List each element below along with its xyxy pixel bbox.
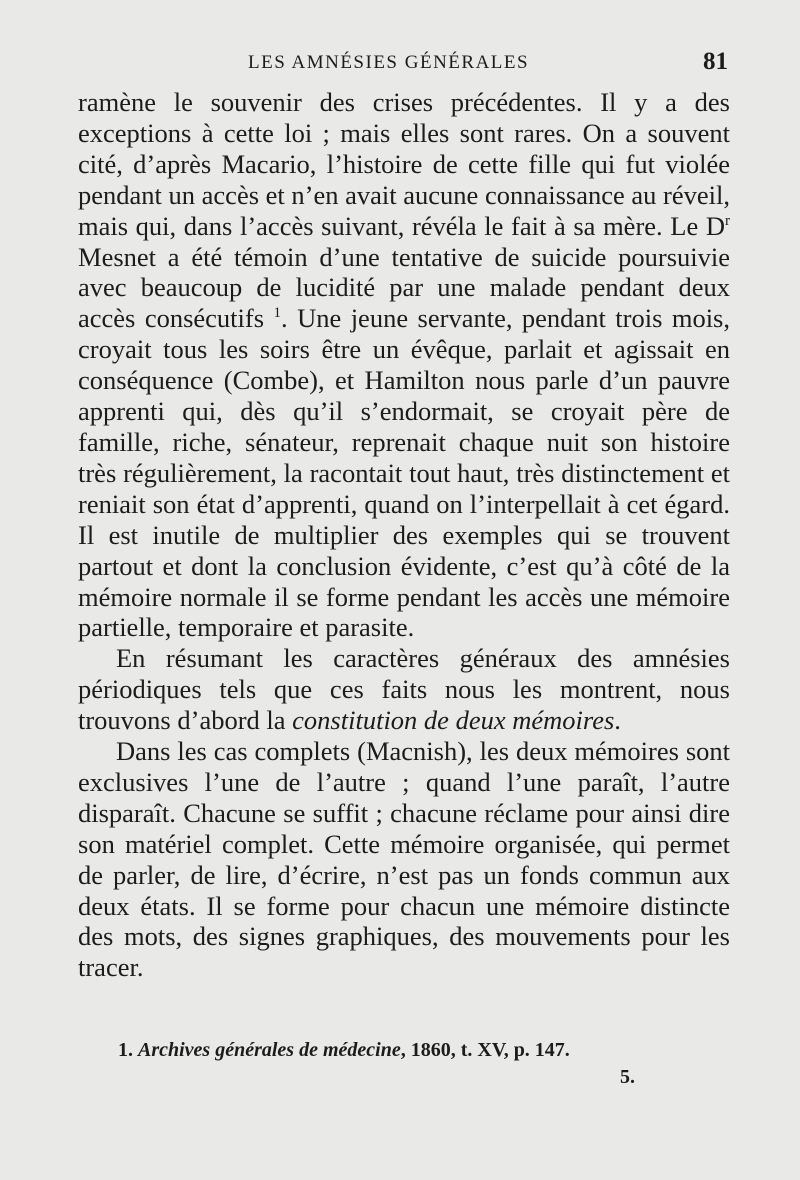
- doctor-abbrev-sup: r: [725, 212, 730, 229]
- signature-mark: 5.: [620, 1066, 635, 1088]
- paragraph-1: [78, 87, 730, 643]
- footnote-ref: 1: [273, 305, 281, 322]
- paragraph-2-emphasis: constitution de deux mémoires: [292, 705, 615, 736]
- paragraph-2: [78, 643, 730, 736]
- running-head: [78, 48, 728, 80]
- paragraph-1-text-a: ramène le souvenir des crises précédentes. Il y a des exceptions à cette loi ; mais elles sont rares. On a souvent cité, d’après Macario, l’histoire de cette fille qui fut violée pendant un accès et n’en avait aucune connaissance au réveil, mais qui, dans l’accès suivant, révéla le fait à sa mère. Le D: [78, 87, 730, 241]
- page-number: 81: [703, 48, 728, 75]
- footnote-number: 1.: [118, 1039, 133, 1061]
- running-title: LES AMNÉSIES GÉNÉRALES: [248, 52, 530, 73]
- paragraph-3: [78, 736, 730, 983]
- paragraph-3-text: Dans les cas complets (Macnish), les deux mémoires sont exclusives l’une de l’autre ; quand l’une paraît, l’autre disparaît. Chacune se suffit ; chacune réclame pour ainsi dire son matériel complet. Cette mémoire organisée, qui permet de parler, de lire, d’écrire, n’est pas un fonds commun aux deux états. Il se forme pour chacun une mémoire distincte des mots, des signes graphiques, des mouvements pour les tracer.: [78, 736, 730, 983]
- paragraph-2-end: .: [614, 705, 621, 736]
- body-text: [78, 87, 730, 983]
- paragraph-1-text-b: Mesnet a été témoin d’une tentative de suicide poursuivie avec beaucoup de lucidité par une malade pendant deux accès consécutifs: [78, 241, 730, 334]
- paragraph-2-text: En résumant les caractères généraux des amnésies périodiques tels que ces faits nous les montrent, nous trouvons d’abord la: [78, 643, 730, 736]
- footnote-details: , 1860, t. XV, p. 147.: [400, 1039, 570, 1061]
- paragraph-1-text-c: . Une jeune servante, pendant trois mois, croyait tous les soirs être un évêque, parlait et agissait en conséquence (Combe), et Hamilton nous parle d’un pauvre apprenti qui, dès qu’il s’endormait, se croyait père de famille, riche, sénateur, reprenait chaque nuit son histoire très régulièrement, la racontait tout haut, très distinctement et reniait son état d’apprenti, quand on l’interpellait à cet égard. Il est inutile de multiplier des exemples qui se trouvent partout et dont la conclusion évidente, c’est qu’à côté de la mémoire normale il se forme pendant les accès une mémoire partielle, temporaire et parasite.: [78, 303, 730, 643]
- footnote-source: Archives générales de médecine: [138, 1039, 401, 1061]
- footnote: [118, 1037, 678, 1063]
